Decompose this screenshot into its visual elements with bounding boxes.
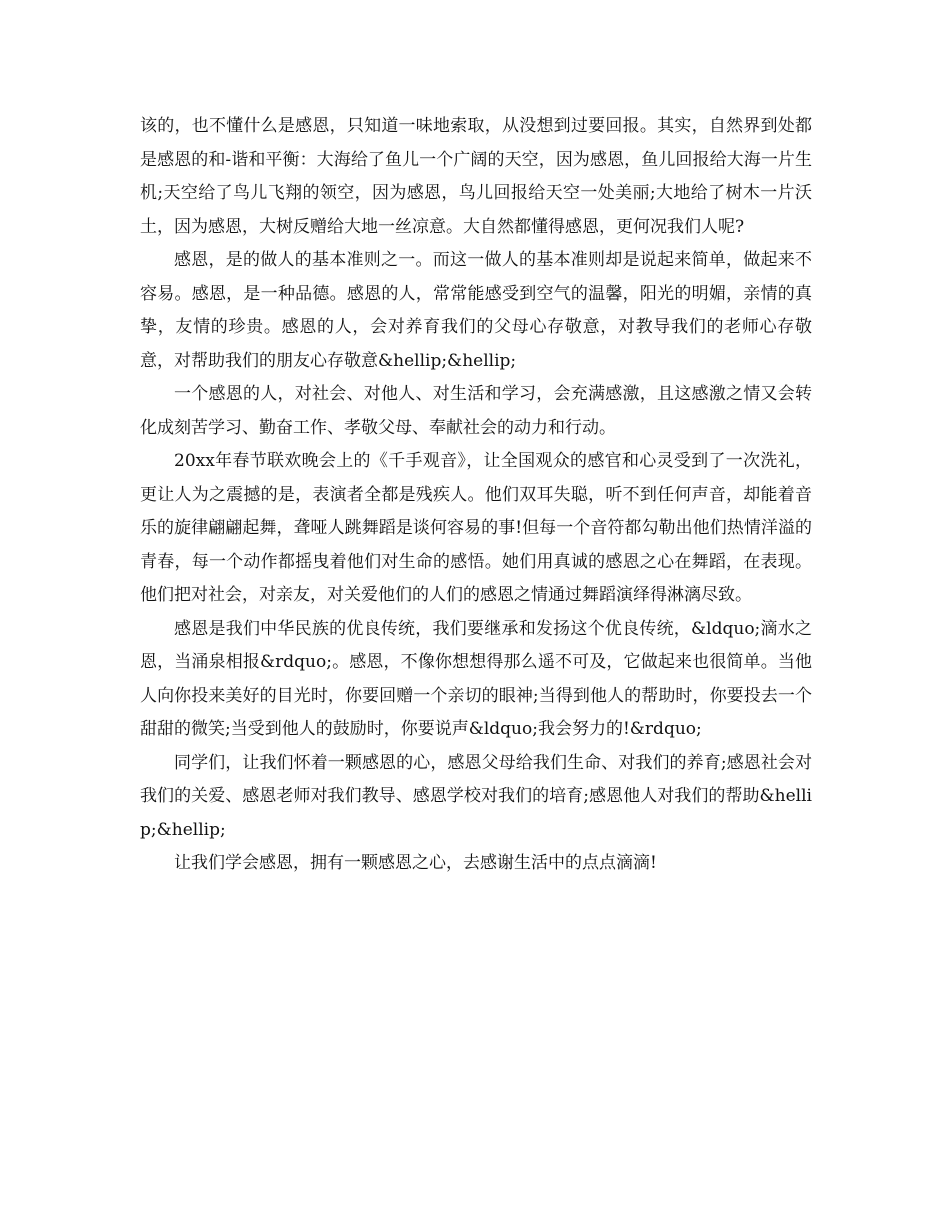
paragraph-gratitude-principle: 感恩，是的做人的基本准则之一。而这一做人的基本准则却是说起来简单，做起来不容易。感恩，是一种品德。感恩的人，常常能感受到空气的温馨，阳光的明媚，亲情的真挚，友情的珍贵。感恩的人，会对养育我们的父母心存敬意，对教导我们的老师心存敬意，对帮助我们的朋友心存敬意&hellip;&hellip; <box>140 250 812 371</box>
paragraph-conclusion: 让我们学会感恩，拥有一颗感恩之心，去感谢生活中的点点滴滴! <box>174 853 657 873</box>
paragraph-thousand-hands: 20xx年春节联欢晚会上的《千手观音》，让全国观众的感官和心灵受到了一次洗礼，更让人为之震撼的是，表演者全都是残疾人。他们双耳失聪，听不到任何声音，却能着音乐的旋律翩翩起舞，聋哑人跳舞蹈是谈何容易的事!但每一个音符都勾勒出他们热情洋溢的青春，每一个动作都摇曳着他们对生命的感悟。她们用真诚的感恩之心在舞蹈，在表现。他们把对社会，对亲友，对关爱他们的人们的感恩之情通过舞蹈演绎得淋漓尽致。 <box>140 451 812 605</box>
paragraph-classmates: 同学们，让我们怀着一颗感恩的心，感恩父母给我们生命、对我们的养育;感恩社会对我们的关爱、感恩老师对我们教导、感恩学校对我们的培育;感恩他人对我们的帮助&hellip;&hellip; <box>140 752 812 840</box>
paragraph-tradition: 感恩是我们中华民族的优良传统，我们要继承和发扬这个优良传统，&ldquo;滴水之恩，当涌泉相报&rdquo;。感恩，不像你想想得那么遥不可及，它做起来也很简单。当他人向你投来美好的目光时，你要回赠一个亲切的眼神;当得到他人的帮助时，你要投去一个甜甜的微笑;当受到他人的鼓励时，你要说声&ldquo;我会努力的!&rdquo; <box>140 618 812 739</box>
paragraph-continuation: 该的，也不懂什么是感恩，只知道一味地索取，从没想到过要回报。其实，自然界到处都是感恩的和-谐和平衡：大海给了鱼儿一个广阔的天空，因为感恩，鱼儿回报给大海一片生机;天空给了鸟儿飞翔的领空，因为感恩，鸟儿回报给天空一处美丽;大地给了树木一片沃土，因为感恩，大树反赠给大地一丝凉意。大自然都懂得感恩，更何况我们人呢? <box>140 116 812 237</box>
document-page <box>140 110 812 881</box>
paragraph-grateful-person: 一个感恩的人，对社会、对他人、对生活和学习，会充满感激，且这感激之情又会转化成刻苦学习、勤奋工作、孝敬父母、奉献社会的动力和行动。 <box>140 384 812 438</box>
